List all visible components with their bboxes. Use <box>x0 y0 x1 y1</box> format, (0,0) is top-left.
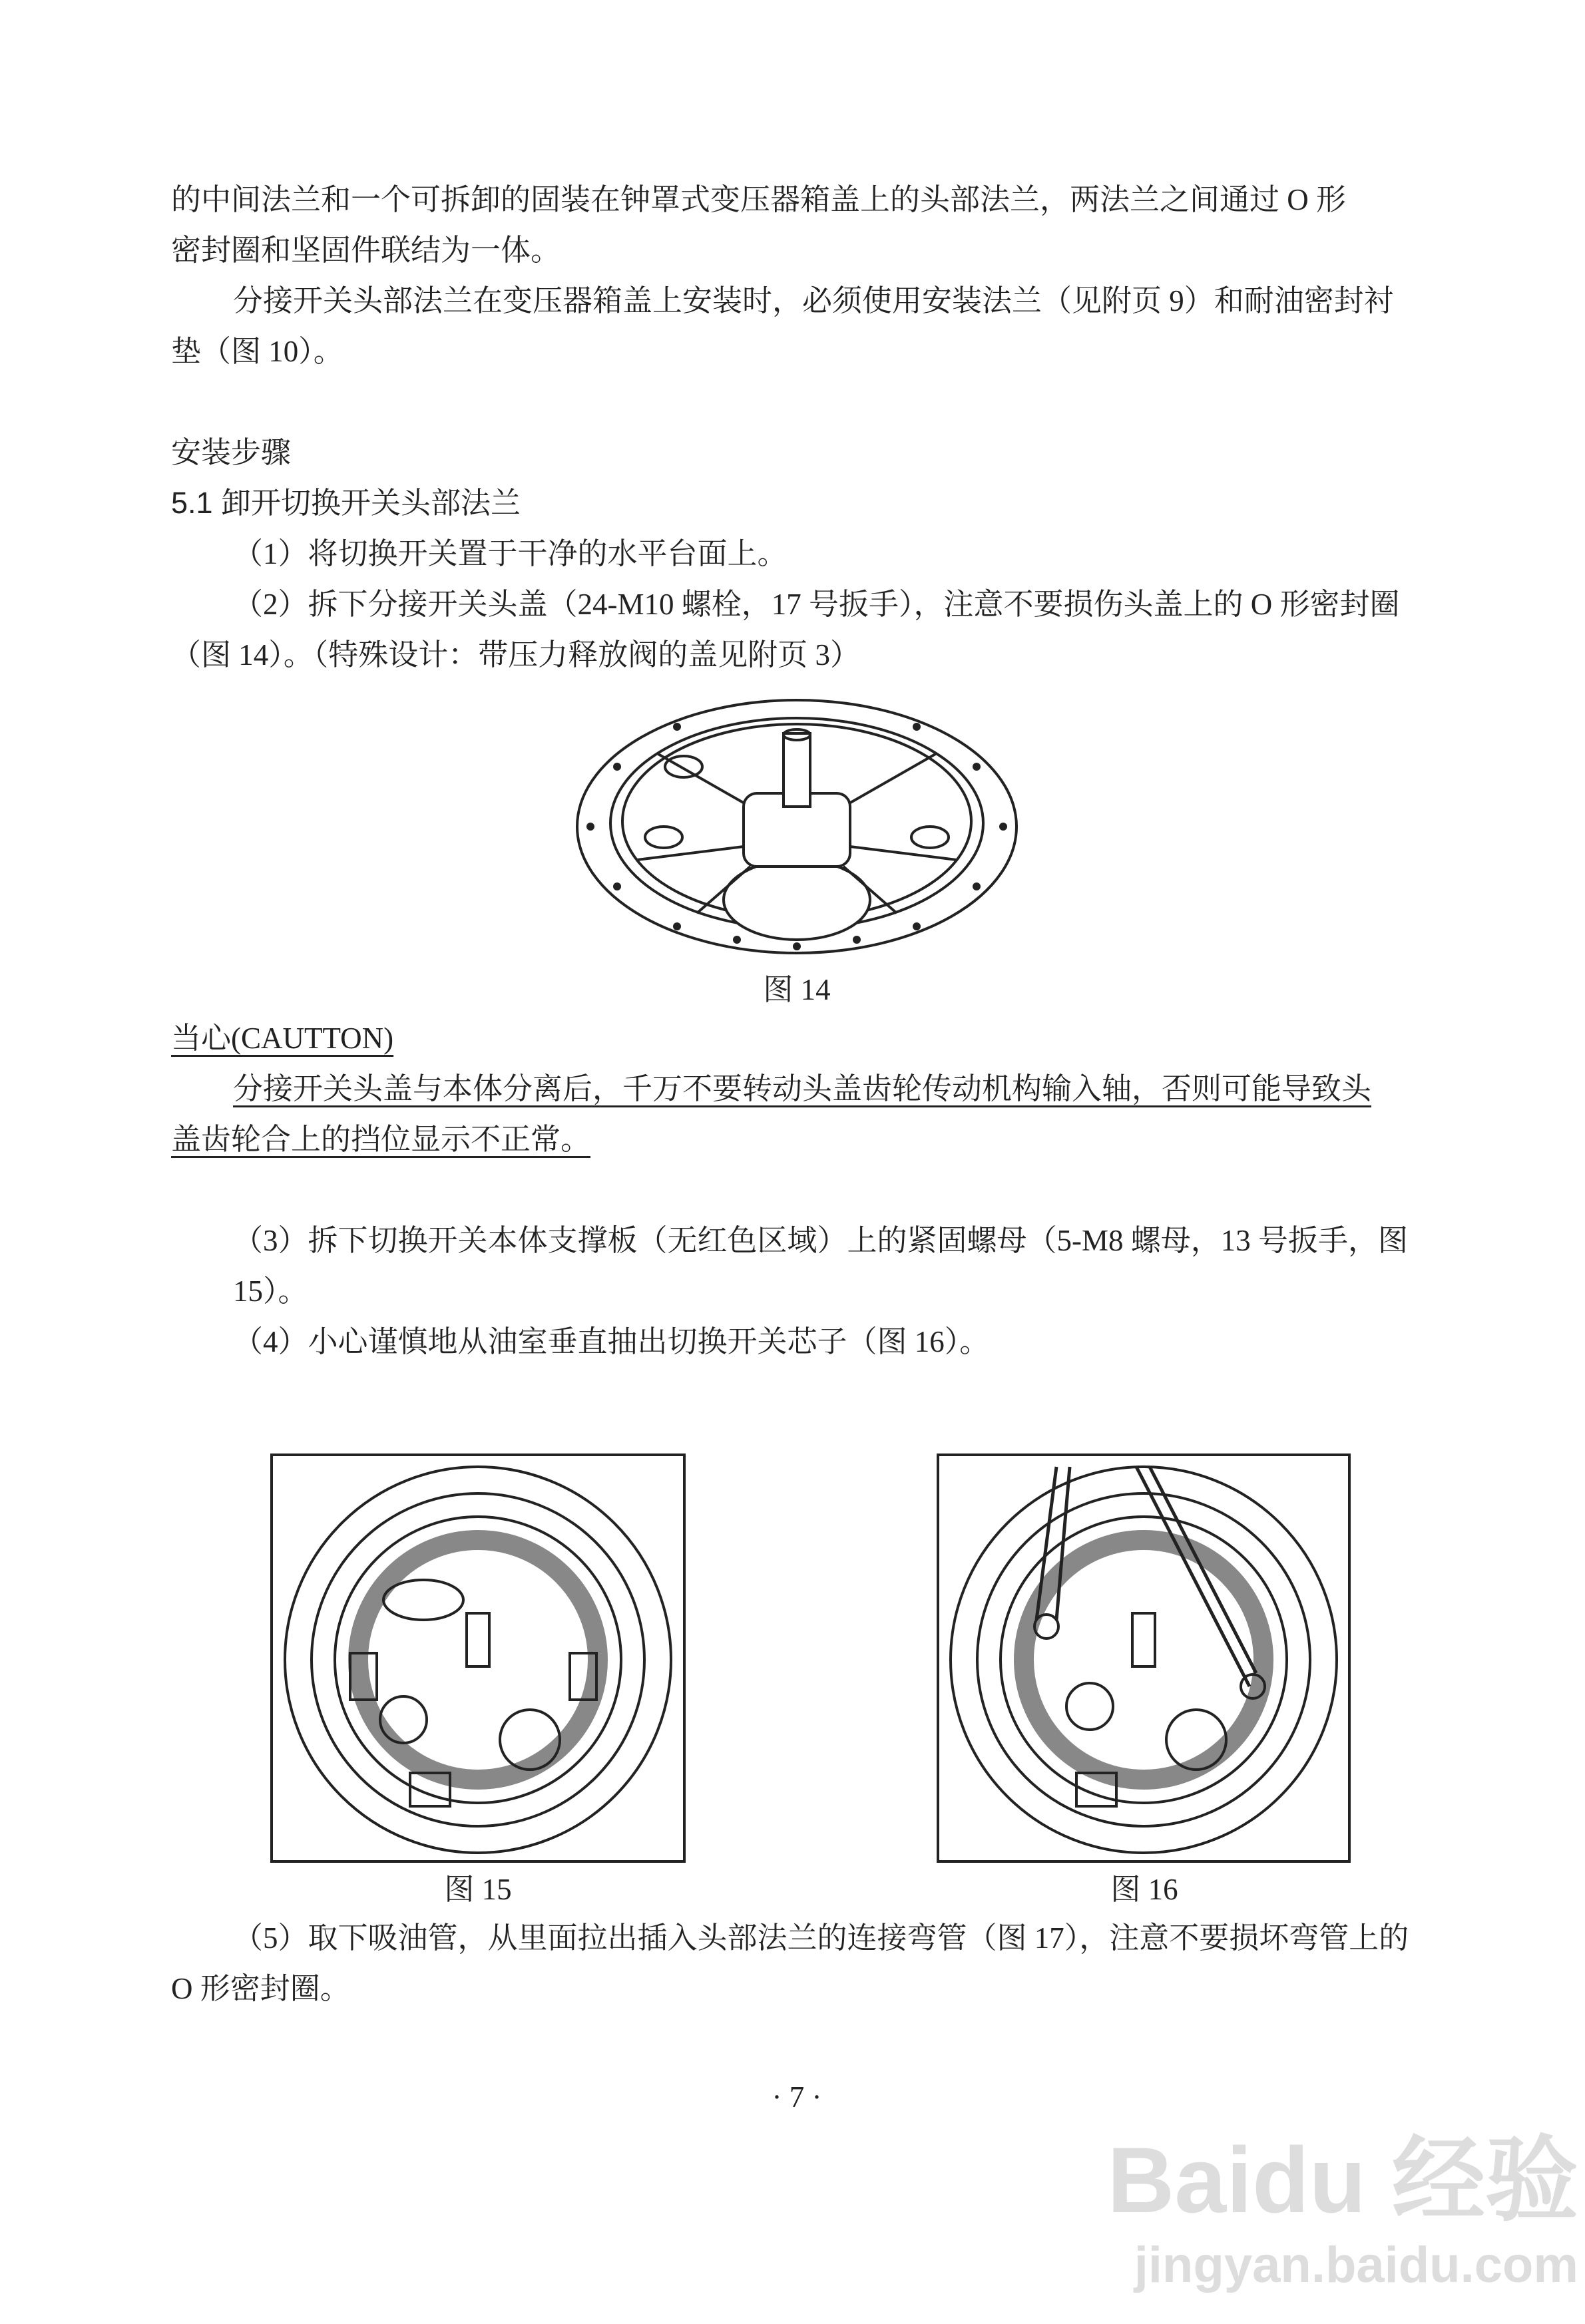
step-3: （3）拆下切换开关本体支撑板（无红色区域）上的紧固螺母（5-M8 螺母，13 号扳手，图 15）。 <box>233 1224 1409 1308</box>
step-5-cont: O 形密封圈。 <box>171 1972 350 2005</box>
figure-15 <box>270 1453 686 1913</box>
paragraph-line: 的中间法兰和一个可拆卸的固装在钟罩式变压器箱盖上的头部法兰，两法兰之间通过 O 形 <box>171 183 1347 216</box>
paragraph-line: 密封圈和坚固件联结为一体。 <box>171 234 561 267</box>
paragraph-line: 分接开关头部法兰在变压器箱盖上安装时，必须使用安装法兰（见附页 9）和耐油密封衬 <box>233 284 1394 317</box>
figure-14 <box>171 693 1423 1013</box>
figure-16-lifting-insert <box>937 1453 1351 1863</box>
step-5: （5）取下吸油管，从里面拉出插入头部法兰的连接弯管（图 17），注意不要损坏弯管上的 <box>233 1921 1409 1955</box>
section-subtitle: 5.1 卸开切换开关头部法兰 <box>171 486 521 520</box>
figure-16-caption: 图 16 <box>1110 1873 1178 1906</box>
step-2-cont: （图 14）。（特殊设计：带压力释放阀的盖见附页 3） <box>171 638 861 672</box>
step-2: （2）拆下分接开关头盖（24-M10 螺栓，17 号扳手），注意不要损伤头盖上的 O 形密封圈 <box>233 588 1400 621</box>
paragraph-line: 垫（图 10）。 <box>171 335 343 368</box>
figure-row <box>171 1453 1423 1913</box>
caution-text-cont: 盖齿轮合上的挡位显示不正常。 <box>171 1123 591 1156</box>
watermark-logo: Baidu 经验 <box>1107 2128 1578 2232</box>
figure-15-switch-body <box>270 1453 686 1863</box>
caution-text: 分接开关头盖与本体分离后，千万不要转动头盖齿轮传动机构输入轴，否则可能导致头 <box>233 1072 1372 1105</box>
step-1: （1）将切换开关置于干净的水平台面上。 <box>233 537 788 570</box>
page-body <box>171 0 1578 2324</box>
figure-16 <box>937 1453 1352 1913</box>
caution-title: 当心(CAUTTON) <box>171 1022 394 1055</box>
figure-14-caption: 图 14 <box>763 973 831 1006</box>
page-number: · 7 · <box>772 2080 822 2114</box>
section-title: 安装步骤 <box>171 435 292 469</box>
watermark-url: jingyan.baidu.com <box>1134 2237 1578 2293</box>
figure-15-caption: 图 15 <box>444 1873 512 1906</box>
figure-14-head-cover <box>570 693 1023 966</box>
step-4: （4）小心谨慎地从油室垂直抽出切换开关芯子（图 16）。 <box>233 1325 990 1358</box>
